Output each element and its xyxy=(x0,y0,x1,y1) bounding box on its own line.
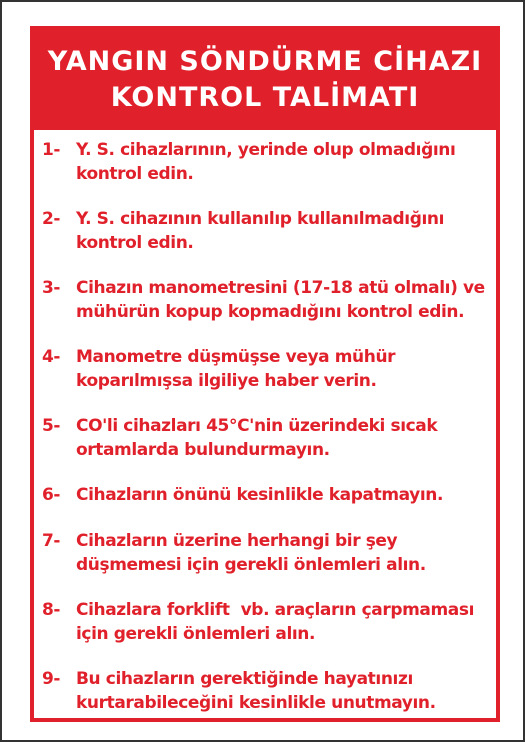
instruction-text xyxy=(76,529,492,598)
sign-title-line-1: YANGIN SÖNDÜRME CİHAZI xyxy=(47,46,483,77)
sign-red-border xyxy=(30,26,500,722)
instruction-text xyxy=(76,345,492,414)
instruction-line: Y. S. cihazlarının, yerinde olup olmadığını xyxy=(76,140,456,160)
instruction-line: mühürün kopup kopmadığını kontrol edin. xyxy=(76,302,465,322)
instruction-text xyxy=(76,483,492,529)
instruction-line: düşmemesi için gerekli önlemleri alın. xyxy=(76,555,426,575)
instruction-text xyxy=(76,276,492,345)
instruction-item-3 xyxy=(42,276,492,345)
instruction-line: koparılmışsa ilgiliye haber verin. xyxy=(76,371,377,391)
instruction-number: 5- xyxy=(42,416,61,436)
instruction-item-2 xyxy=(42,207,492,276)
instruction-item-8 xyxy=(42,598,492,667)
instruction-item-6 xyxy=(42,483,492,529)
instruction-number: 2- xyxy=(42,209,61,229)
instruction-text xyxy=(76,138,492,207)
sign-title-line-2: KONTROL TALİMATI xyxy=(110,82,420,113)
instruction-line: Cihazların önünü kesinlikle kapatmayın. xyxy=(76,485,444,505)
instruction-number: 7- xyxy=(42,531,61,551)
instruction-item-5 xyxy=(42,414,492,483)
sign-header xyxy=(34,30,496,130)
instruction-line: Cihazların üzerine herhangi bir şey xyxy=(76,531,398,551)
instruction-number: 6- xyxy=(42,485,61,505)
instruction-line: Bu cihazların gerektiğinde hayatınızı xyxy=(76,669,413,689)
instruction-line: kontrol edin. xyxy=(76,164,194,184)
instruction-text xyxy=(76,667,492,736)
instruction-line: Manometre düşmüşse veya mühür xyxy=(76,347,396,367)
instruction-text xyxy=(76,598,492,667)
instruction-number: 3- xyxy=(42,278,61,298)
instruction-number: 1- xyxy=(42,140,61,160)
instruction-list xyxy=(42,138,492,736)
instruction-line: kontrol edin. xyxy=(76,233,194,253)
instruction-line: Cihazlara forklift vb. araçların çarpmaması xyxy=(76,600,475,620)
instruction-item-9 xyxy=(42,667,492,736)
instruction-line: kurtarabileceğini kesinlikle unutmayın. xyxy=(76,693,436,713)
instruction-number: 4- xyxy=(42,347,61,367)
instruction-line: CO'li cihazları 45°C'nin üzerindeki sıcak xyxy=(76,416,438,436)
instruction-item-7 xyxy=(42,529,492,598)
instruction-item-1 xyxy=(42,138,492,207)
instruction-number: 9- xyxy=(42,669,61,689)
instruction-line: Cihazın manometresini (17-18 atü olmalı) ve xyxy=(76,278,485,298)
instruction-line: Y. S. cihazının kullanılıp kullanılmadığını xyxy=(76,209,445,229)
instruction-line: için gerekli önlemleri alın. xyxy=(76,624,316,644)
instruction-number: 8- xyxy=(42,600,61,620)
instruction-item-4 xyxy=(42,345,492,414)
instruction-text xyxy=(76,207,492,276)
instruction-line: ortamlarda bulundurmayın. xyxy=(76,440,330,460)
instruction-text xyxy=(76,414,492,483)
